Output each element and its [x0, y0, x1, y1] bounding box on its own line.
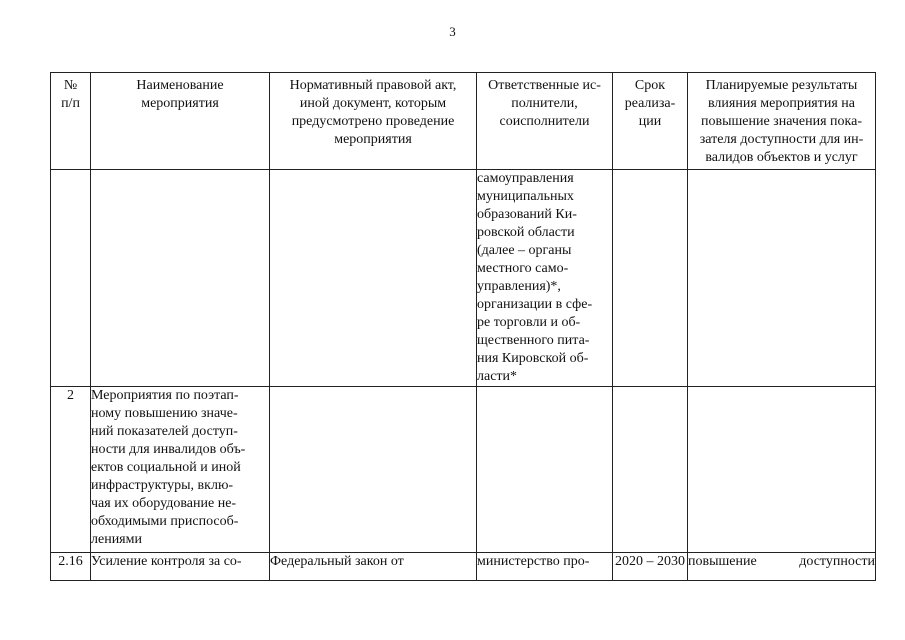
text-line: организации в сфе- — [477, 297, 593, 312]
row-num-cell — [51, 170, 91, 387]
text-line: ний показателей доступ- — [91, 424, 238, 439]
row-results-justified — [688, 553, 875, 571]
row-term-cell — [613, 387, 688, 553]
header-num — [51, 73, 91, 170]
row-name-cell — [91, 387, 270, 553]
text-line: № — [63, 78, 78, 93]
row-results-cell — [688, 553, 876, 581]
text-line: ности для инвалидов объ- — [91, 442, 246, 457]
row-name-lines — [91, 387, 269, 549]
row-act-cell — [270, 170, 477, 387]
row-term-cell: 2020 – 2030 — [613, 553, 688, 581]
text-line: местного само- — [477, 261, 569, 276]
text-line: ре торговли и об- — [477, 315, 581, 330]
measures-table — [50, 72, 876, 581]
text-line: мероприятия — [334, 132, 412, 147]
text-line: управления)*, — [477, 279, 561, 294]
text-line: зателя доступности для ин- — [699, 132, 864, 147]
header-results-lines — [688, 77, 875, 167]
text-line: соисполнители — [499, 114, 590, 129]
text-line: полнители, — [511, 96, 578, 111]
header-responsible-lines — [477, 77, 612, 131]
header-name-lines — [91, 77, 269, 113]
row-results-cell — [688, 387, 876, 553]
text-line: влияния мероприятия на — [707, 96, 856, 111]
row-name-cell — [91, 170, 270, 387]
text-line: инфраструктуры, вклю- — [91, 478, 234, 493]
text-line: самоуправления — [477, 171, 574, 186]
row-results-cell — [688, 170, 876, 387]
row-responsible-lines — [477, 553, 612, 571]
row-act-cell — [270, 553, 477, 581]
text-line: ния Кировской об- — [477, 351, 589, 366]
table-header-row — [51, 73, 876, 170]
text-line: Наименование — [136, 78, 224, 93]
text-line: ровской области — [477, 225, 575, 240]
text-line: реализа- — [624, 96, 676, 111]
header-num-lines — [51, 77, 90, 113]
row-name-cell — [91, 553, 270, 581]
text-line: Нормативный правовой акт, — [289, 78, 457, 93]
table-row — [51, 387, 876, 553]
text-line: ции — [638, 114, 662, 129]
header-name — [91, 73, 270, 170]
text-line: ному повышению значе- — [91, 406, 238, 421]
header-term — [613, 73, 688, 170]
header-results — [688, 73, 876, 170]
text-line: (далее – органы — [477, 243, 572, 258]
text-line: Федеральный закон от — [270, 554, 404, 569]
text-line: щественного пита- — [477, 333, 590, 348]
text-line: образований Ки- — [477, 207, 577, 222]
text-line: иной документ, которым — [299, 96, 447, 111]
row-num-cell: 2 — [51, 387, 91, 553]
row-responsible-cell — [477, 387, 613, 553]
row-responsible-cell — [477, 170, 613, 387]
header-act-lines — [270, 77, 476, 149]
row-responsible-lines — [477, 170, 612, 386]
text-line: ектов социальной и иной — [91, 460, 241, 475]
text-line: п/п — [61, 96, 80, 111]
header-term-lines — [613, 77, 687, 131]
header-responsible — [477, 73, 613, 170]
text-line: мероприятия — [141, 96, 219, 111]
row-results-word: доступности — [799, 554, 875, 569]
text-line: предусмотрено проведение — [291, 114, 455, 129]
page-number: 3 — [449, 24, 456, 39]
text-line: лениями — [91, 532, 142, 547]
text-line: Ответственные ис- — [488, 78, 601, 93]
text-line: Усиление контроля за со- — [91, 554, 242, 569]
text-line: ласти* — [477, 369, 518, 384]
text-line: министерство про- — [477, 554, 590, 569]
text-line: обходимыми приспособ- — [91, 514, 239, 529]
row-act-cell — [270, 387, 477, 553]
table-row — [51, 170, 876, 387]
row-act-lines — [270, 553, 476, 571]
text-line: Планируемые результаты — [705, 78, 858, 93]
header-act — [270, 73, 477, 170]
text-line: Мероприятия по поэтап- — [91, 388, 239, 403]
text-line: чая их оборудование не- — [91, 496, 237, 511]
text-line: Срок — [634, 78, 666, 93]
text-line: муниципальных — [477, 189, 574, 204]
text-line: повышение значения пока- — [700, 114, 862, 129]
row-results-word: повышение — [688, 554, 757, 569]
row-responsible-cell — [477, 553, 613, 581]
row-name-lines — [91, 553, 269, 571]
row-term-cell — [613, 170, 688, 387]
text-line: валидов объектов и услуг — [705, 150, 858, 165]
table-row — [51, 553, 876, 581]
row-num-cell: 2.16 — [51, 553, 91, 581]
